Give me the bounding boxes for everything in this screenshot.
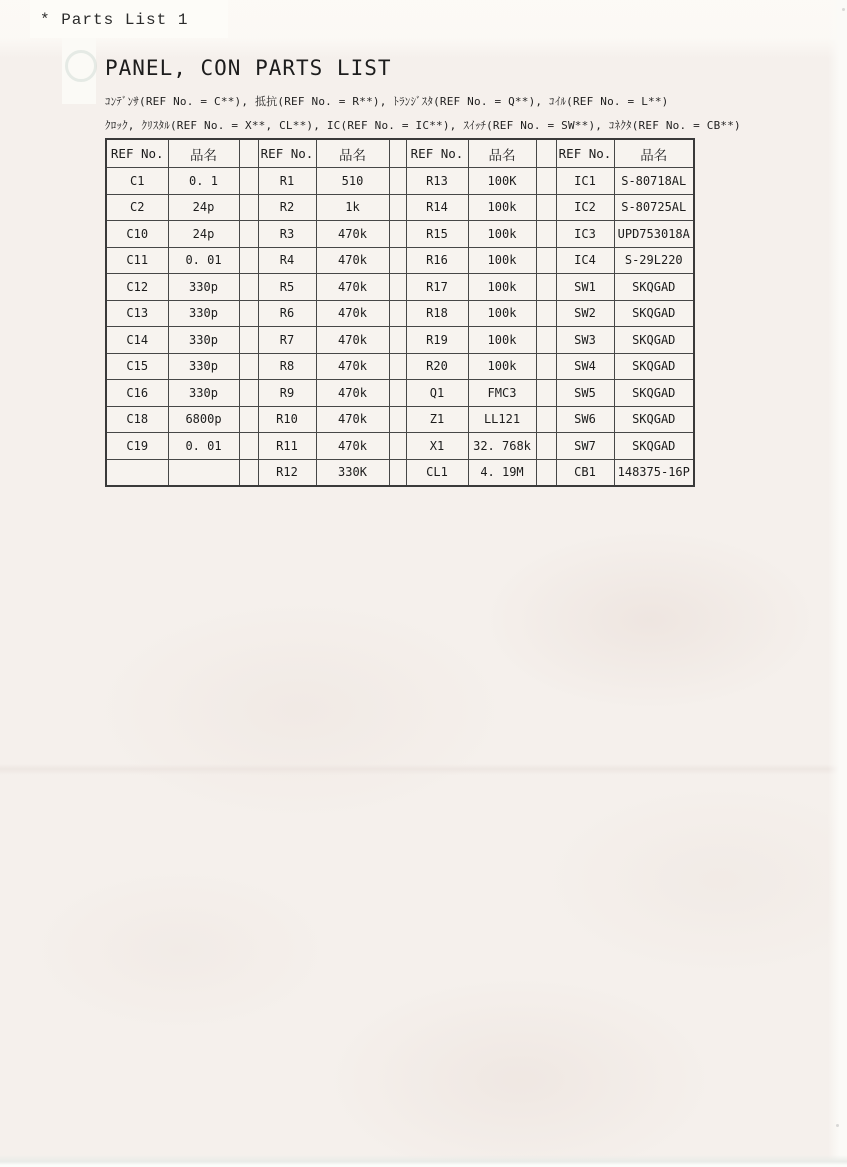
item-name-cell: 6800p bbox=[168, 406, 239, 433]
col-header-ref-no: REF No. bbox=[106, 139, 168, 168]
table-row bbox=[106, 300, 694, 327]
table-row bbox=[106, 380, 694, 407]
ref-no-cell: IC4 bbox=[556, 247, 614, 274]
table-row bbox=[106, 194, 694, 221]
ref-no-cell: R4 bbox=[258, 247, 316, 274]
col-header-item-name: 品名 bbox=[614, 139, 694, 168]
spacer-cell bbox=[536, 433, 556, 460]
ref-no-cell: R14 bbox=[406, 194, 468, 221]
spacer-cell bbox=[239, 300, 258, 327]
ref-no-cell: R3 bbox=[258, 221, 316, 248]
scan-speck bbox=[842, 8, 845, 11]
spacer-cell bbox=[389, 247, 406, 274]
ref-no-cell: R18 bbox=[406, 300, 468, 327]
item-name-cell: 470k bbox=[316, 406, 389, 433]
parts-table-body bbox=[106, 168, 694, 487]
col-header-ref-no: REF No. bbox=[556, 139, 614, 168]
table-row bbox=[106, 406, 694, 433]
parts-table-header bbox=[106, 139, 694, 168]
ref-legend-line-1: ｺﾝﾃﾞﾝｻ(REF No. = C**), 抵抗(REF No. = R**), ﾄﾗﾝｼﾞｽﾀ(REF No. = Q**), ｺｲﾙ(REF No. = L**) bbox=[105, 95, 669, 108]
item-name-cell: S-80718AL bbox=[614, 168, 694, 195]
ref-no-cell: C18 bbox=[106, 406, 168, 433]
ref-no-cell: C10 bbox=[106, 221, 168, 248]
item-name-cell: 32. 768k bbox=[468, 433, 536, 460]
spacer-cell bbox=[536, 247, 556, 274]
item-name-cell: 0. 01 bbox=[168, 433, 239, 460]
item-name-cell: 0. 01 bbox=[168, 247, 239, 274]
ref-no-cell: C13 bbox=[106, 300, 168, 327]
table-row bbox=[106, 353, 694, 380]
spacer-cell bbox=[389, 274, 406, 301]
spacer-cell bbox=[239, 459, 258, 486]
spacer-cell bbox=[239, 221, 258, 248]
spacer-cell bbox=[536, 459, 556, 486]
ref-no-cell: SW1 bbox=[556, 274, 614, 301]
spacer-cell bbox=[536, 327, 556, 354]
item-name-cell: 330p bbox=[168, 274, 239, 301]
ref-no-cell: C12 bbox=[106, 274, 168, 301]
page-corner-label: * Parts List 1 bbox=[40, 11, 189, 29]
item-name-cell: SKQGAD bbox=[614, 406, 694, 433]
scan-edge-bottom bbox=[0, 1155, 847, 1167]
item-name-cell: 470k bbox=[316, 221, 389, 248]
col-header-ref-no: REF No. bbox=[258, 139, 316, 168]
item-name-cell: 100k bbox=[468, 327, 536, 354]
ref-no-cell: C19 bbox=[106, 433, 168, 460]
ref-no-cell: CL1 bbox=[406, 459, 468, 486]
ref-no-cell: R17 bbox=[406, 274, 468, 301]
ref-no-cell: R8 bbox=[258, 353, 316, 380]
item-name-cell: SKQGAD bbox=[614, 327, 694, 354]
item-name-cell: 100k bbox=[468, 194, 536, 221]
spacer-cell bbox=[239, 353, 258, 380]
item-name-cell: SKQGAD bbox=[614, 433, 694, 460]
ref-no-cell: R10 bbox=[258, 406, 316, 433]
spacer-cell bbox=[389, 221, 406, 248]
ref-no-cell: R7 bbox=[258, 327, 316, 354]
ref-no-cell: C11 bbox=[106, 247, 168, 274]
header-row bbox=[106, 139, 694, 168]
spacer-cell bbox=[536, 221, 556, 248]
item-name-cell: S-80725AL bbox=[614, 194, 694, 221]
ref-no-cell: SW5 bbox=[556, 380, 614, 407]
ref-no-cell: R20 bbox=[406, 353, 468, 380]
spacer-cell bbox=[536, 139, 556, 168]
spacer-cell bbox=[389, 380, 406, 407]
spacer-cell bbox=[239, 139, 258, 168]
spacer-cell bbox=[536, 380, 556, 407]
item-name-cell: 100k bbox=[468, 274, 536, 301]
item-name-cell: 148375-16P bbox=[614, 459, 694, 486]
item-name-cell: 470k bbox=[316, 327, 389, 354]
item-name-cell: SKQGAD bbox=[614, 300, 694, 327]
ref-no-cell: C16 bbox=[106, 380, 168, 407]
ref-no-cell: R19 bbox=[406, 327, 468, 354]
spacer-cell bbox=[536, 406, 556, 433]
item-name-cell bbox=[168, 459, 239, 486]
item-name-cell: 510 bbox=[316, 168, 389, 195]
spacer-cell bbox=[389, 433, 406, 460]
spacer-cell bbox=[389, 406, 406, 433]
spacer-cell bbox=[239, 247, 258, 274]
item-name-cell: 470k bbox=[316, 433, 389, 460]
spacer-cell bbox=[389, 459, 406, 486]
ref-no-cell: SW2 bbox=[556, 300, 614, 327]
item-name-cell: 470k bbox=[316, 353, 389, 380]
table-row bbox=[106, 433, 694, 460]
page-title: PANEL, CON PARTS LIST bbox=[105, 56, 392, 80]
spacer-cell bbox=[239, 433, 258, 460]
item-name-cell: 24p bbox=[168, 221, 239, 248]
col-header-ref-no: REF No. bbox=[406, 139, 468, 168]
ref-no-cell bbox=[106, 459, 168, 486]
spacer-cell bbox=[536, 274, 556, 301]
item-name-cell: 330p bbox=[168, 300, 239, 327]
ref-no-cell: R11 bbox=[258, 433, 316, 460]
ref-no-cell: R13 bbox=[406, 168, 468, 195]
item-name-cell: 100K bbox=[468, 168, 536, 195]
spacer-cell bbox=[389, 194, 406, 221]
scan-speck bbox=[836, 1124, 839, 1127]
ref-no-cell: R1 bbox=[258, 168, 316, 195]
table-row bbox=[106, 274, 694, 301]
spacer-cell bbox=[389, 168, 406, 195]
item-name-cell: UPD753018A bbox=[614, 221, 694, 248]
spacer-cell bbox=[389, 300, 406, 327]
spacer-cell bbox=[239, 380, 258, 407]
ref-no-cell: R16 bbox=[406, 247, 468, 274]
item-name-cell: LL121 bbox=[468, 406, 536, 433]
item-name-cell: 470k bbox=[316, 300, 389, 327]
ref-no-cell: R15 bbox=[406, 221, 468, 248]
table-row bbox=[106, 168, 694, 195]
ref-no-cell: Q1 bbox=[406, 380, 468, 407]
spacer-cell bbox=[239, 327, 258, 354]
ref-no-cell: Z1 bbox=[406, 406, 468, 433]
parts-table bbox=[105, 138, 695, 487]
spacer-cell bbox=[536, 168, 556, 195]
sticker-ring bbox=[65, 50, 97, 82]
ref-no-cell: X1 bbox=[406, 433, 468, 460]
ref-no-cell: IC1 bbox=[556, 168, 614, 195]
ref-no-cell: R12 bbox=[258, 459, 316, 486]
spacer-cell bbox=[389, 327, 406, 354]
table-row bbox=[106, 221, 694, 248]
ref-no-cell: C1 bbox=[106, 168, 168, 195]
item-name-cell: 330p bbox=[168, 380, 239, 407]
scan-edge-right bbox=[828, 0, 847, 1167]
item-name-cell: SKQGAD bbox=[614, 274, 694, 301]
ref-no-cell: C2 bbox=[106, 194, 168, 221]
ref-no-cell: R6 bbox=[258, 300, 316, 327]
ref-no-cell: SW3 bbox=[556, 327, 614, 354]
spacer-cell bbox=[239, 194, 258, 221]
item-name-cell: 330p bbox=[168, 327, 239, 354]
item-name-cell: 470k bbox=[316, 380, 389, 407]
spacer-cell bbox=[536, 300, 556, 327]
ref-no-cell: SW7 bbox=[556, 433, 614, 460]
item-name-cell: 100k bbox=[468, 353, 536, 380]
item-name-cell: SKQGAD bbox=[614, 353, 694, 380]
item-name-cell: SKQGAD bbox=[614, 380, 694, 407]
ref-no-cell: CB1 bbox=[556, 459, 614, 486]
ref-no-cell: IC2 bbox=[556, 194, 614, 221]
ref-no-cell: C14 bbox=[106, 327, 168, 354]
spacer-cell bbox=[239, 168, 258, 195]
spacer-cell bbox=[536, 194, 556, 221]
ref-no-cell: R9 bbox=[258, 380, 316, 407]
spacer-cell bbox=[239, 274, 258, 301]
table-row bbox=[106, 459, 694, 486]
hole-reinforcement-sticker bbox=[62, 38, 96, 104]
item-name-cell: 0. 1 bbox=[168, 168, 239, 195]
item-name-cell: 330p bbox=[168, 353, 239, 380]
ref-no-cell: R5 bbox=[258, 274, 316, 301]
ref-legend-line-2: ｸﾛｯｸ, ｸﾘｽﾀﾙ(REF No. = X**, CL**), IC(REF No. = IC**), ｽｲｯﾁ(REF No. = SW**), ｺﾈｸﾀ(REF No. = CB**) bbox=[105, 119, 741, 132]
col-header-item-name: 品名 bbox=[168, 139, 239, 168]
spacer-cell bbox=[389, 353, 406, 380]
item-name-cell: 470k bbox=[316, 247, 389, 274]
ref-no-cell: R2 bbox=[258, 194, 316, 221]
item-name-cell: 470k bbox=[316, 274, 389, 301]
item-name-cell: 24p bbox=[168, 194, 239, 221]
col-header-item-name: 品名 bbox=[468, 139, 536, 168]
item-name-cell: 100k bbox=[468, 300, 536, 327]
item-name-cell: 330K bbox=[316, 459, 389, 486]
spacer-cell bbox=[536, 353, 556, 380]
ref-no-cell: SW6 bbox=[556, 406, 614, 433]
item-name-cell: S-29L220 bbox=[614, 247, 694, 274]
col-header-item-name: 品名 bbox=[316, 139, 389, 168]
item-name-cell: 100k bbox=[468, 247, 536, 274]
item-name-cell: 1k bbox=[316, 194, 389, 221]
table-row bbox=[106, 247, 694, 274]
ref-no-cell: IC3 bbox=[556, 221, 614, 248]
item-name-cell: FMC3 bbox=[468, 380, 536, 407]
ref-no-cell: C15 bbox=[106, 353, 168, 380]
item-name-cell: 4. 19M bbox=[468, 459, 536, 486]
item-name-cell: 100k bbox=[468, 221, 536, 248]
spacer-cell bbox=[239, 406, 258, 433]
ref-no-cell: SW4 bbox=[556, 353, 614, 380]
spacer-cell bbox=[389, 139, 406, 168]
table-row bbox=[106, 327, 694, 354]
